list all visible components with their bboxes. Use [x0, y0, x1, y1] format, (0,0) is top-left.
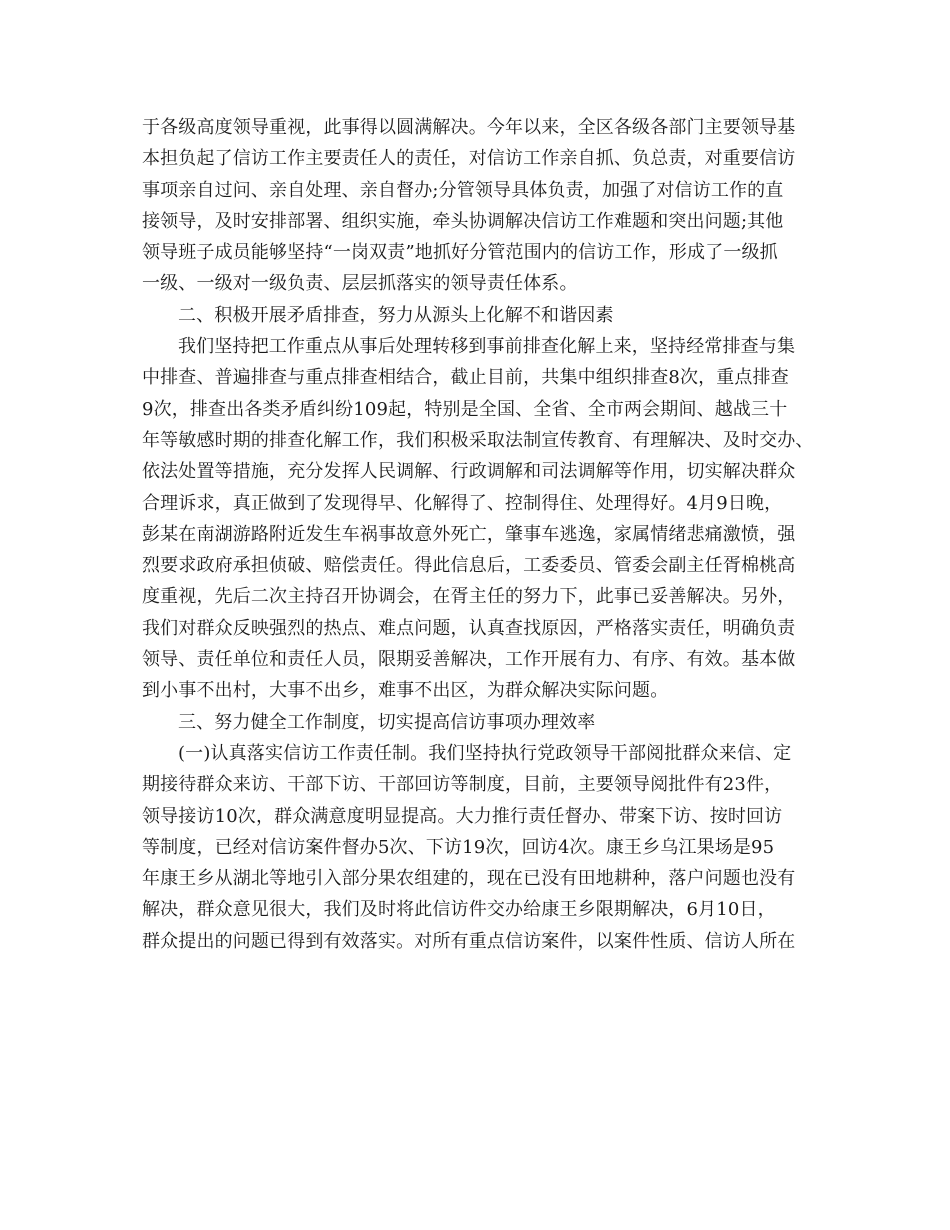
text-line: 本担负起了信访工作主要责任人的责任，对信访工作亲自抓、负总责，对重要信访 — [142, 148, 796, 170]
text-line: 事项亲自过问、亲自处理、亲自督办;分管领导具体负责，加强了对信访工作的直 — [142, 179, 784, 201]
text-line: 解决，群众意见很大，我们及时将此信访件交办给康王乡限期解决，6月10日， — [142, 899, 776, 921]
text-line: 群众提出的问题已得到有效落实。对所有重点信访案件，以案件性质、信访人所在 — [142, 930, 796, 952]
document-body — [142, 112, 822, 957]
text-line: 领导接访10次，群众满意度明显提高。大力推行责任督办、带案下访、按时回访 — [142, 805, 783, 827]
text-line: 我们对群众反映强烈的热点、难点问题，认真查找原因，严格落实责任，明确负责 — [142, 617, 796, 639]
text-line: 等制度，已经对信访案件督办5次、下访19次，回访4次。康王乡乌江果场是95 — [142, 836, 775, 858]
text-line: 中排查、普遍排查与重点排查相结合，截止目前，共集中组织排查8次，重点排查 — [142, 367, 789, 389]
text-line: 9次，排查出各类矛盾纠纷109起，特别是全国、全省、全市两会期间、越战三十 — [142, 398, 788, 420]
text-line: 年康王乡从湖北等地引入部分果农组建的，现在已没有田地耕种，落户问题也没有 — [142, 868, 796, 890]
text-line: 我们坚持把工作重点从事后处理转移到事前排查化解上来，坚持经常排查与集 — [178, 336, 796, 358]
text-line: 接领导，及时安排部署、组织实施，牵头协调解决信访工作难题和突出问题;其他 — [142, 210, 784, 232]
text-line: 于各级高度领导重视，此事得以圆满解决。今年以来，全区各级各部门主要领导基 — [142, 117, 796, 138]
text-line: 彭某在南湖游路附近发生车祸事故意外死亡，肇事车逃逸，家属情绪悲痛激愤，强 — [142, 523, 796, 545]
text-line: 依法处置等措施，充分发挥人民调解、行政调解和司法调解等作用，切实解决群众 — [142, 461, 796, 483]
text-line: 领导班子成员能够坚持“一岗双责”地抓好分管范围内的信访工作，形成了一级抓 — [142, 242, 778, 264]
text-line: 领导、责任单位和责任人员，限期妥善解决，工作开展有力、有序、有效。基本做 — [142, 649, 796, 671]
text-line: 二、积极开展矛盾排查，努力从源头上化解不和谐因素 — [178, 304, 614, 326]
text-line: 三、努力健全工作制度，切实提高信访事项办理效率 — [178, 711, 596, 733]
text-line: 期接待群众来访、干部下访、干部回访等制度，目前，主要领导阅批件有23件， — [142, 774, 783, 796]
text-line: 到小事不出村，大事不出乡，难事不出区，为群众解决实际问题。 — [142, 680, 669, 702]
text-line: (一)认真落实信访工作责任制。我们坚持执行党政领导干部阅批群众来信、定 — [178, 742, 792, 764]
text-line: 合理诉求，真正做到了发现得早、化解得了、控制得住、处理得好。4月9日晚， — [142, 492, 783, 514]
text-line: 度重视，先后二次主持召开协调会，在胥主任的努力下，此事已妥善解决。另外， — [142, 586, 796, 608]
text-line: 一级、一级对一级负责、层层抓落实的领导责任体系。 — [142, 273, 578, 295]
text-line: 年等敏感时期的排查化解工作，我们积极采取法制宣传教育、有理解决、及时交办、 — [142, 429, 814, 451]
text-line: 烈要求政府承担侦破、赔偿责任。得此信息后，工委委员、管委会副主任胥棉桃高 — [142, 555, 796, 577]
